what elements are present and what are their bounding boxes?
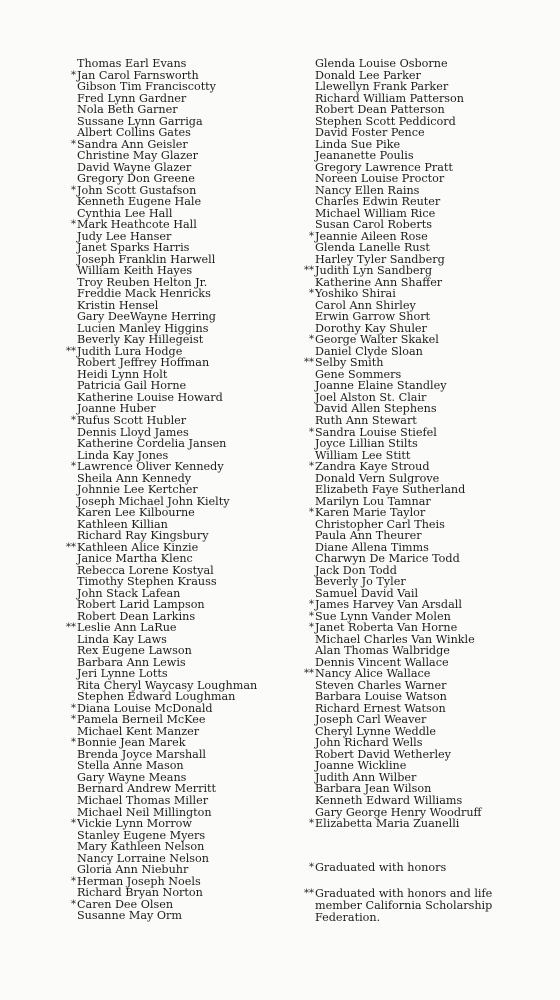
- graduate-name: Diane Allena Timms: [315, 540, 429, 554]
- graduate-name: Gloria Ann Niebuhr: [77, 863, 189, 877]
- honor-mark: *: [71, 737, 76, 749]
- graduate-name: Robert David Wetherley: [315, 747, 451, 761]
- honor-mark: *: [309, 461, 314, 473]
- honor-mark: **: [66, 541, 76, 553]
- graduate-name: Jeananette Poulis: [315, 149, 414, 163]
- graduate-name: Elizabeth Faye Sutherland: [315, 483, 466, 497]
- graduate-name: Pamela Berneil McKee: [77, 713, 206, 727]
- graduate-name: Bonnie Jean Marek: [77, 736, 186, 750]
- footnote-text: Graduated with honors: [315, 861, 447, 874]
- graduate-name: Daniel Clyde Sloan: [315, 344, 423, 358]
- graduate-name: Jeannie Aileen Rose: [315, 229, 428, 243]
- graduate-entry: [62, 818, 257, 830]
- graduate-entry: [300, 438, 482, 450]
- graduate-name: Christopher Carl Theis: [315, 517, 445, 531]
- honor-mark: **: [304, 265, 314, 277]
- graduate-entry: [300, 507, 482, 519]
- graduate-entry: [62, 507, 257, 519]
- graduate-name: Christine May Glazer: [77, 149, 198, 163]
- graduate-name: Vickie Lynn Morrow: [77, 817, 192, 831]
- graduate-name: Cynthia Lee Hall: [77, 206, 173, 220]
- graduate-entry: [62, 530, 257, 542]
- graduate-name: Linda Sue Pike: [315, 137, 401, 151]
- graduate-name: Stephen Scott Peddicord: [315, 114, 456, 128]
- graduate-entry: [62, 864, 257, 876]
- graduate-name: Karen Lee Kilbourne: [77, 506, 195, 520]
- graduate-name: Katherine Cordelia Jansen: [77, 437, 227, 451]
- graduate-entry: [62, 795, 257, 807]
- graduate-name: Zandra Kaye Stroud: [315, 460, 430, 474]
- graduate-name: Yoshiko Shirai: [315, 287, 396, 301]
- graduate-name: Diana Louise McDonald: [77, 701, 213, 715]
- graduate-entry: [62, 553, 257, 565]
- graduate-entry: [62, 196, 257, 208]
- graduate-name: Llewellyn Frank Parker: [315, 80, 449, 94]
- graduate-name: Joseph Carl Weaver: [315, 713, 427, 727]
- graduate-name: Joseph Michael John Kielty: [77, 494, 230, 508]
- honor-mark: *: [71, 219, 76, 231]
- footnote-text: Graduated with honors and life member California Scholarship Federation.: [315, 887, 493, 924]
- graduate-name: Glenda Louise Osborne: [315, 57, 448, 70]
- graduate-name: Susan Carol Roberts: [315, 218, 433, 232]
- honor-mark: **: [66, 345, 76, 357]
- graduate-entry: [62, 461, 257, 473]
- graduate-name: Linda Kay Jones: [77, 448, 169, 462]
- graduate-name: Nancy Ellen Rains: [315, 183, 420, 197]
- graduate-name: Herman Joseph Noels: [77, 874, 201, 888]
- graduate-name: Sussane Lynn Garriga: [77, 114, 203, 128]
- honor-mark: *: [309, 610, 314, 622]
- graduate-name: Charwyn De Marice Todd: [315, 552, 460, 566]
- graduate-name: Harley Tyler Sandberg: [315, 252, 445, 266]
- graduate-name: Beverly Jo Tyler: [315, 575, 406, 589]
- graduate-name: Gary DeeWayne Herring: [77, 310, 216, 324]
- graduate-name: Kathleen Alice Kinzie: [77, 540, 199, 554]
- graduate-name: Troy Reuben Helton Jr.: [77, 275, 208, 289]
- footnote-mark: *: [309, 862, 314, 873]
- honor-mark: *: [71, 184, 76, 196]
- graduate-name: Mary Kathleen Nelson: [77, 840, 205, 854]
- graduate-name: Joanne Elaine Standley: [315, 379, 447, 393]
- graduate-name: John Scott Gustafson: [77, 183, 197, 197]
- graduate-name: Richard Bryan Norton: [77, 886, 203, 900]
- graduate-name: Samuel David Vail: [315, 586, 419, 600]
- footnote-honors-csf: [300, 888, 540, 924]
- honor-mark: *: [71, 138, 76, 150]
- graduate-name: Johnnie Lee Kertcher: [77, 483, 198, 497]
- graduate-name: Mark Heathcote Hall: [77, 218, 197, 232]
- graduate-name: Joanne Wickline: [315, 759, 407, 773]
- graduate-name: Heidi Lynn Holt: [77, 367, 168, 381]
- graduate-name: Richard William Patterson: [315, 91, 464, 105]
- graduate-name: Noreen Louise Proctor: [315, 172, 445, 186]
- graduate-name: Donald Lee Parker: [315, 68, 421, 82]
- graduate-name: Ruth Ann Stewart: [315, 413, 417, 427]
- honor-mark: *: [71, 898, 76, 910]
- graduate-name: Jack Don Todd: [315, 563, 397, 577]
- graduate-entry: [62, 127, 257, 139]
- graduate-name: Michael Kent Manzer: [77, 724, 200, 738]
- honor-mark: *: [71, 414, 76, 426]
- graduate-name: Gibson Tim Franciscotty: [77, 80, 217, 94]
- graduate-name: Donald Vern Sulgrove: [315, 471, 440, 485]
- graduate-entry: [62, 173, 257, 185]
- graduate-name: Sandra Ann Geisler: [77, 137, 188, 151]
- footnotes: [300, 862, 540, 924]
- honor-mark: **: [66, 622, 76, 634]
- graduate-name: Lawrence Oliver Kennedy: [77, 460, 224, 474]
- graduate-entry: [62, 484, 257, 496]
- graduate-name: Judith Lura Hodge: [77, 344, 183, 358]
- graduate-name: Stanley Eugene Myers: [77, 828, 206, 842]
- graduate-name: Gene Sommers: [315, 367, 402, 381]
- footnote-mark: **: [304, 888, 314, 899]
- graduate-name: Glenda Lanelle Rust: [315, 241, 430, 255]
- graduate-name: Joel Alston St. Clair: [315, 390, 427, 404]
- graduate-entry: [300, 484, 482, 496]
- graduate-name: Albert Collins Gates: [77, 126, 191, 140]
- graduate-name: Leslie Ann LaRue: [77, 621, 177, 635]
- graduate-name: George Walter Skakel: [315, 333, 439, 347]
- graduate-name: Joanne Huber: [77, 402, 156, 416]
- graduate-entry: [62, 104, 257, 116]
- graduate-entry: [300, 127, 482, 139]
- graduate-entry: [300, 818, 482, 830]
- graduate-name: Timothy Stephen Krauss: [77, 575, 217, 589]
- graduate-name: Linda Kay Laws: [77, 632, 167, 646]
- graduate-entry: [62, 910, 257, 922]
- graduate-name: Karen Marie Taylor: [315, 506, 426, 520]
- honor-mark: *: [71, 461, 76, 473]
- graduate-name: Rita Cheryl Waycasy Loughman: [77, 678, 258, 692]
- graduate-name: Fred Lynn Gardner: [77, 91, 187, 105]
- honor-mark: *: [71, 702, 76, 714]
- graduate-name: Judy Lee Hanser: [77, 229, 172, 243]
- graduate-entry: [300, 173, 482, 185]
- graduate-name: Gary Wayne Means: [77, 770, 187, 784]
- name-list-left-column: [62, 58, 257, 922]
- graduate-entry: [62, 58, 257, 70]
- honor-mark: **: [304, 668, 314, 680]
- graduate-name: Kenneth Eugene Hale: [77, 195, 202, 209]
- graduate-name: Sandra Louise Stiefel: [315, 425, 437, 439]
- graduate-entry: [300, 81, 482, 93]
- graduate-name: Paula Ann Theurer: [315, 529, 422, 543]
- honor-mark: *: [309, 230, 314, 242]
- graduate-name: Judith Ann Wilber: [315, 770, 417, 784]
- graduate-name: Gregory Don Greene: [77, 172, 195, 186]
- graduate-name: James Harvey Van Arsdall: [315, 598, 462, 612]
- graduate-name: Joyce Lillian Stilts: [315, 437, 418, 451]
- graduate-name: Alan Thomas Walbridge: [315, 644, 450, 658]
- graduate-name: Sue Lynn Vander Molen: [315, 609, 451, 623]
- graduate-name: Richard Ernest Watson: [315, 701, 446, 715]
- graduate-entry: [300, 530, 482, 542]
- graduate-entry: [62, 438, 257, 450]
- honor-mark: *: [309, 426, 314, 438]
- graduate-name: Michael Neil Millington: [77, 805, 212, 819]
- graduate-name: Cheryl Lynne Weddle: [315, 724, 437, 738]
- graduate-entry: [300, 461, 482, 473]
- graduate-name: William Lee Stitt: [315, 448, 411, 462]
- graduate-name: Nancy Lorraine Nelson: [77, 851, 209, 865]
- graduate-entry: [300, 150, 482, 162]
- graduate-name: Barbara Jean Wilson: [315, 782, 432, 796]
- honor-mark: *: [71, 714, 76, 726]
- graduate-name: Stella Anne Mason: [77, 759, 184, 773]
- graduate-name: Erwin Garrow Short: [315, 310, 431, 324]
- graduate-name: Michael William Rice: [315, 206, 436, 220]
- graduate-name: Stephen Edward Loughman: [77, 690, 236, 704]
- graduate-name: Kathleen Killian: [77, 517, 168, 531]
- graduate-name: Bernard Andrew Merritt: [77, 782, 217, 796]
- graduate-name: Carol Ann Shirley: [315, 298, 416, 312]
- graduate-name: Katherine Ann Shaffer: [315, 275, 443, 289]
- honor-mark: *: [309, 622, 314, 634]
- graduate-name: Patricia Gail Horne: [77, 379, 187, 393]
- graduate-name: Judith Lyn Sandberg: [315, 264, 432, 278]
- footnote-honors: [300, 862, 540, 874]
- graduate-name: Dennis Lloyd James: [77, 425, 189, 439]
- graduate-name: Brenda Joyce Marshall: [77, 747, 207, 761]
- graduate-name: Freddie Mack Henricks: [77, 287, 211, 301]
- honor-mark: *: [71, 875, 76, 887]
- graduate-name: Barbara Ann Lewis: [77, 655, 186, 669]
- honor-mark: *: [71, 818, 76, 830]
- graduate-name: Gary George Henry Woodruff: [315, 805, 482, 819]
- honor-mark: *: [309, 818, 314, 830]
- graduate-name: Sheila Ann Kennedy: [77, 471, 192, 485]
- honor-mark: *: [71, 69, 76, 81]
- graduate-name: Robert Dean Patterson: [315, 103, 445, 117]
- graduate-entry: [62, 150, 257, 162]
- graduate-entry: [300, 196, 482, 208]
- graduate-entry: [300, 104, 482, 116]
- graduate-name: Kenneth Edward Williams: [315, 794, 463, 807]
- graduate-name: Richard Ray Kingsbury: [77, 529, 209, 543]
- graduate-name: Dennis Vincent Wallace: [315, 655, 449, 669]
- graduate-name: Janet Roberta Van Horne: [315, 621, 458, 635]
- graduate-name: Michael Thomas Miller: [77, 794, 209, 807]
- graduate-name: Joseph Franklin Harwell: [77, 252, 216, 266]
- graduate-name: Jan Carol Farnsworth: [77, 68, 199, 82]
- graduate-name: Dorothy Kay Shuler: [315, 321, 427, 335]
- graduate-entry: [62, 887, 257, 899]
- graduate-entry: [300, 219, 482, 231]
- graduate-name: Robert Dean Larkins: [77, 609, 196, 623]
- graduate-name: Elizabetta Maria Zuanelli: [315, 817, 460, 831]
- graduate-name: David Allen Stephens: [315, 402, 437, 416]
- graduate-name: Michael Charles Van Winkle: [315, 632, 475, 646]
- name-list-right-column: [300, 58, 482, 830]
- graduate-name: John Stack Lafean: [77, 586, 181, 600]
- graduate-name: Robert Jeffrey Hoffman: [77, 356, 210, 370]
- honor-mark: *: [309, 288, 314, 300]
- graduate-entry: [62, 219, 257, 231]
- graduate-name: David Foster Pence: [315, 126, 425, 140]
- graduate-name: Gregory Lawrence Pratt: [315, 160, 453, 174]
- graduate-name: Robert Larid Lampson: [77, 598, 205, 612]
- graduate-name: Janet Sparks Harris: [77, 241, 190, 255]
- graduate-name: David Wayne Glazer: [77, 160, 192, 174]
- honor-mark: *: [309, 507, 314, 519]
- graduate-name: Rebecca Lorene Kostyal: [77, 563, 214, 577]
- graduate-name: Caren Dee Olsen: [77, 897, 174, 911]
- graduate-name: John Richard Wells: [315, 736, 423, 750]
- graduate-entry: [300, 553, 482, 565]
- graduate-entry: [300, 795, 482, 807]
- graduate-name: Thomas Earl Evans: [77, 57, 187, 70]
- graduate-name: Kristin Hensel: [77, 298, 159, 312]
- graduate-name: Nancy Alice Wallace: [315, 667, 431, 681]
- graduate-name: Lucien Manley Higgins: [77, 321, 209, 335]
- graduate-name: Barbara Louise Watson: [315, 690, 447, 704]
- graduate-name: Steven Charles Warner: [315, 678, 447, 692]
- graduate-name: Charles Edwin Reuter: [315, 195, 441, 209]
- graduate-name: Rufus Scott Hubler: [77, 413, 187, 427]
- graduate-entry: [300, 576, 482, 588]
- graduate-name: Nola Beth Garner: [77, 103, 178, 117]
- honor-mark: *: [309, 599, 314, 611]
- graduate-name: William Keith Hayes: [77, 264, 193, 278]
- graduate-entry: [62, 576, 257, 588]
- graduate-entry: [300, 58, 482, 70]
- graduate-name: Katherine Louise Howard: [77, 390, 223, 404]
- honor-mark: *: [309, 334, 314, 346]
- graduate-entry: [300, 415, 482, 427]
- graduate-entry: [62, 415, 257, 427]
- graduate-entry: [62, 81, 257, 93]
- graduate-entry: [62, 841, 257, 853]
- graduate-name: Beverly Kay Hillegeist: [77, 333, 204, 347]
- graduate-name: Janice Martha Klenc: [77, 552, 193, 566]
- graduate-name: Selby Smith: [315, 356, 384, 370]
- graduate-name: Susanne May Orm: [77, 909, 182, 923]
- honor-mark: **: [304, 357, 314, 369]
- graduate-name: Rex Eugene Lawson: [77, 644, 192, 658]
- graduate-name: Marilyn Lou Tamnar: [315, 494, 431, 508]
- graduate-name: Jeri Lynne Lotts: [77, 667, 168, 681]
